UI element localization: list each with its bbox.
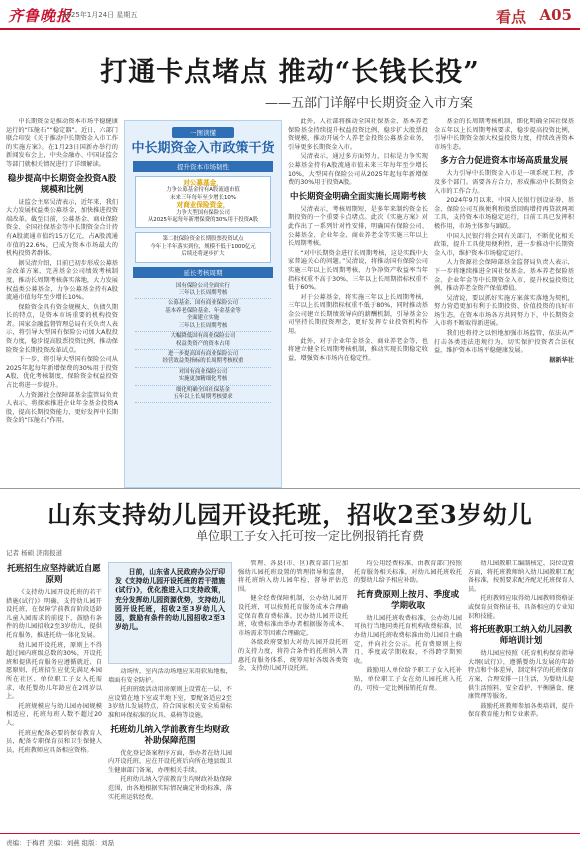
paragraph: 我们也将持之以恒地加强市场监管，依法从严打击各类违法违规行为，切实保护投资者合法权益，维护资本市场平稳健康发展。 xyxy=(434,330,574,355)
story2-subhead: 单位职工子女入托可按一定比例报销托育费 xyxy=(195,529,424,543)
paragraph: 大力引导中长期资金入市是一项系统工程，涉及多个部门。需要各方合力，形成推动中长期资金入市的工作合力。 xyxy=(434,170,574,195)
paragraph: 2024年9月以来，中国人民银行创设证券、基金、保险公司互换便利和股票回购增持再贷款两项工具，支持资本市场稳定运行，目前工具已发挥积极作用，市场主体参与踊跃。 xyxy=(434,197,574,230)
infographic-box xyxy=(135,176,271,228)
story1-column-2 xyxy=(288,118,428,486)
paragraph: 鼓励托班教师参加各类培训，提升保育教育能力和专业素养。 xyxy=(468,702,574,719)
list-item: 细化明确全国社保基金 五年以上长周期考核要求 xyxy=(135,386,271,404)
paragraph: 幼儿园开设托班，原则上不得超过园内班级总数的30%，开设托班和提供托育服务应遵循就近、自愿原则，托班招生应优先满足本园所在社区、单位职工子女入托需求，收托婴幼儿年龄应在2周岁以上。 xyxy=(6,641,102,701)
paragraph: 均公用经费标准，由教育部门按照托育服务相关标准，对幼儿园托班收托的婴幼儿给予相应补助。 xyxy=(354,560,462,585)
list-item: 进一步提高国有商业保险公司 经营效益类指标的长周期考核权重 xyxy=(135,350,271,368)
story2-subheading-2: 托班幼儿纳入学前教育生均财政补助保障范围 xyxy=(110,724,230,746)
infographic-title: 中长期资金入市政策干货 xyxy=(131,141,275,156)
infographic-section-bar: 提升资本市场韧性 xyxy=(133,161,273,172)
story2-subheading-1: 托班招生应坚持就近自愿原则 xyxy=(7,564,101,585)
paragraph: 基金的长周期考核机制，细化明确全国社保基金五年以上长周期考核要求，稳步提高投资比例，引导中长期资金加大权益投资力度，持续改善资本市场生态。 xyxy=(434,118,574,151)
paragraph: 吴清表示，考核周期短，是多年来制约资金长期投资的一个重要卡点堵点。此次《实施方案》对此作出了一系列针对性安排，明确国有保险公司、公募基金、企业年金、商业养老金等实施三年以上长周期考核。 xyxy=(288,205,428,248)
masthead xyxy=(0,0,580,30)
box-heading: 对商业保险资金， xyxy=(176,201,230,210)
paragraph: “对中长期资金进行长周期考核，这是实践中大家普遍关心的问题。”吴清说，将推动国有保险公司实施三年以上长周期考核，力争净资产收益率当年指标权重不高于30%，三年以上长周期指标权重不低于60%。 xyxy=(288,249,428,292)
paragraph: 幼儿园应按照《托育机构保育指导大纲(试行)》，遵循婴幼儿发展的年龄特点和个体差异，制定科学的托班保育方案，合理安排一日生活，为婴幼儿提供生活照料、安全看护、平衡膳食、健康管理等服务。 xyxy=(468,650,574,701)
paragraph: 人力资源社会保障部基金监管局负责人表示，将探索推进企业年金基金投资A股，提高长期投资能力，更好发挥中长期资金的“压舱石”作用。 xyxy=(6,391,118,425)
story1-headline[interactable]: 打通卡点堵点 推动“长钱长投” xyxy=(100,57,480,88)
page-footer xyxy=(0,833,580,851)
paragraph: 证监会主席吴清表示，近年来，我们大力发展权益类公募基金，加快推进投资端改革。截至目前，公募基金、商业保险资金、全国社保基金等中长期资金合计持有A股流通市值约15万亿元，占A股流通市值的22.6%，已成为资本市场最大的机构投资者群体。 xyxy=(6,198,118,258)
story1-subhead: ——五部门详解中长期资金入市方案 xyxy=(265,96,474,111)
paragraph: 管理、各县(市、区)教育部门应加强幼儿园托班设置的管理指导和监督，将托班纳入幼儿园年检、督导评估范围。 xyxy=(238,560,348,593)
infographic-list xyxy=(135,282,271,404)
list-item: 国有保险公司全面实行 三年以上长周期考核 xyxy=(135,282,271,300)
paragraph: 《支持幼儿园开设托班的若干措施(试行)》明确，支持幼儿园开设托班，在保障学前教育阶段适龄儿童入园需求的前提下，鼓励有条件的幼儿园招收2至3岁幼儿，提供托育服务，推进托幼一体化发展。 xyxy=(6,589,102,639)
list-item: 公募基金、国有商业保险公司 基本养老保险基金、年金基金等 全面建立实施 三年以上长周期考核 xyxy=(135,299,271,332)
paragraph: 此外，人社部将推动全国社保基金、基本养老保险基金持续提升权益投资比例，稳步扩大股票投资规模，推动开展个人养老金投资公募基金业务，引导更多长期资金入市。 xyxy=(288,118,428,151)
infographic-section-bar: 延长考核周期 xyxy=(133,267,273,278)
story1-subheading-1: 稳步提高中长期资金投资A股规模和比例 xyxy=(7,173,117,195)
paragraph: 各级政府要加大对幼儿园开设托班的支持力度，将符合条件的托班纳入普惠托育服务体系，统筹用好各级各类资金，支持幼儿园开设托班。 xyxy=(238,639,348,673)
paragraph: 吴清表示，通过多方面努力，目标是力争实现公募基金持有A股流通市值未来三年每年至少增长10%，大型国有保险公司从2025年起每年新增保费的30%用于投资A股。 xyxy=(288,153,428,187)
paragraph: 优化登记备案程序方面，举办者在幼儿园内开设托班，应在开设托班后向所在地县级卫生健康部门备案，办理相关手续。 xyxy=(108,749,232,774)
infographic-box xyxy=(135,232,271,262)
box-line: 未来三年每年至少增长10% xyxy=(170,194,236,201)
story1-column-3 xyxy=(434,118,574,486)
box-heading: 对公募基金， xyxy=(183,179,223,187)
editor-credits: 责编：于梅君 美编：刘燕 组版：刘磊 xyxy=(6,839,115,847)
section-divider xyxy=(0,488,580,489)
paragraph: 托班规模应与幼儿园办园规模相适应，托班每班人数不超过20人。 xyxy=(6,702,102,727)
story1-intro: 中长期资金是推动资本市场平稳健康运行的“压舱石”“稳定器”。近日，六部门联合印发《关于推动中长期资金入市工作的实施方案》。在1月23日国新办举行的新闻发布会上，中央金融办、中国证监会等部门就相关情况进行了详细解读。 xyxy=(6,118,118,168)
lead-text: 日前，山东省人民政府办公厅印发《支持幼儿园开设托班的若干措施(试行)》，优化推进入口支持政策，充分发挥幼儿园资源优势，支持幼儿园开设托班，招收2至3岁幼儿入园，鼓励有条件的幼儿园招收2至3岁幼儿。 xyxy=(115,568,225,632)
box-line: 力争公募基金持有A股流通市值 xyxy=(166,187,240,194)
story1-subheading-2: 中长期资金明确全面实施长周期考核 xyxy=(289,191,426,202)
newspaper-logo: 齐鲁晚报 xyxy=(8,7,73,25)
paragraph: 保险资金具有资金规模大、负债久期长的特点，是资本市场重要的机构投资者。国家金融监督管理总局有关负责人表示，将引导大型国有保险公司加大A股投资力度，稳步提高股票投资比例，推动保险资金长期投资改革试点。 xyxy=(6,303,118,354)
story1-credit: 据新华社 xyxy=(549,356,574,364)
story1-column-1 xyxy=(6,118,118,486)
paragraph: 人力资源社会保障部基金监督局负责人表示，下一步将继续推进全国社保基金、基本养老保险基金、企业年金等中长期资金入市，提升权益投资比例，推动养老金资产保值增值。 xyxy=(434,259,574,293)
paragraph: 鼓励用人单位给予职工子女入托补贴，单位职工子女在幼儿园托班入托的，可按一定比例报销托育费。 xyxy=(354,667,462,692)
story2-column-4 xyxy=(354,560,462,830)
story2-column-1 xyxy=(6,560,102,830)
paragraph: 健全经费保障机制，公办幼儿园开设托班，可以按照托育服务成本合理确定保育教育费标准。民办幼儿园开设托班，收费标准由举办者根据服务成本、市场需求等因素合理确定。 xyxy=(238,595,348,637)
story2-headline[interactable]: 山东支持幼儿园开设托班，招收2至3岁幼儿 xyxy=(47,500,533,529)
box-line: 第二批保险资金长期股票投资试点 xyxy=(162,236,244,243)
paragraph: 此外，对于企业年金基金、商业养老金等，也将建立健全长周期考核机制，推动实现长期稳定收益，增强资本市场内在稳定性。 xyxy=(288,337,428,362)
paragraph: 吴清说，要以抓好实施方案落实落地为契机，努力营造更加有利于长期投资、价值投资的良好市场生态。在资本市场各方共同努力下，中长期资金入市将不断取得新进展。 xyxy=(434,294,574,328)
issue-date: 2025年1月24日 星期五 xyxy=(62,11,138,19)
paragraph: 据吴清介绍，目前已初步形成公募基金改革方案，完善基金公司绩效考核制度，推动长周期考核落实落地，大力发展权益类公募基金，力争公募基金持有A股流通市值每年至少增长10%。 xyxy=(6,259,118,302)
paragraph: 托班教师应取得幼儿园教师资格证或保育员资格证书，具备相应的专业知识和技能。 xyxy=(468,595,574,620)
paragraph: 幼儿园托班收费标准，公办幼儿园可执行当地同类托育机构收费标准，民办幼儿园托班收费标准由幼儿园自主确定，并向社会公示。托育费原则上按月、季度或学期收取，不得跨学期预收。 xyxy=(354,614,462,665)
page-number: A05 xyxy=(539,6,572,24)
paragraph: 动场所，室内活动场地应采用软质地板，墙面有安全防护。 xyxy=(108,668,232,684)
story1-subheading-3: 多方合力促进资本市场高质量发展 xyxy=(440,156,568,167)
story2-column-2 xyxy=(108,668,232,830)
section-name: 看点 xyxy=(495,8,526,26)
story2-subheading-4: 将托班教职工纳入幼儿园教师培训计划 xyxy=(469,625,572,647)
story2-column-3 xyxy=(238,560,348,830)
paragraph: 下一步，将引导大型国有保险公司从2025年起每年新增保费的30%用于投资A股，优化考核制度，保险资金权益投资占比将进一步提升。 xyxy=(6,356,118,390)
paragraph: 幼儿园教职工编制核定、岗位设置方面，将托班教师纳入幼儿园教职工配备标准，按照要求配齐配足托班保育人员。 xyxy=(468,560,574,593)
story2-column-5 xyxy=(468,560,574,830)
list-item: 大幅降低国有商业保险公司 权益类资产的资本占用 xyxy=(135,332,271,350)
box-line: 力争大型国有保险公司 xyxy=(176,209,230,216)
paragraph: 托班班级活动用房原则上设置在一层，不应设置在地下室或半地下室，要配备适应2至3岁幼儿发展特点，符合国家相关安全质量标准和环保标准的玩具、桌椅等设施。 xyxy=(108,686,232,719)
infographic-tag: 一图读懂 xyxy=(172,127,234,138)
list-item: 对国有商业保险公司 实施更加精细化考核 xyxy=(135,368,271,386)
story2-byline: 记者 杨硕 济南报道 xyxy=(6,549,63,557)
paragraph: 托班幼儿纳入学前教育生均财政补助保障范围，由各地根据实际情况确定补助标准，落实托班运转经费。 xyxy=(108,776,232,801)
story2-lead-box xyxy=(108,562,232,664)
story2-subheading-3: 托育费原则上按月、季度或学期收取 xyxy=(356,589,459,611)
policy-infographic xyxy=(124,120,282,488)
box-line: 今年上半年落实到位，规模不低于1000亿元 xyxy=(150,243,256,250)
box-line: 从2025年起每年新增保费的30%用于投资A股 xyxy=(147,217,259,224)
paragraph: 中国人民银行将会同有关部门，不断优化相关政策，提升工具使用便利性，进一步推动中长期资金入市，维护资本市场稳定运行。 xyxy=(434,232,574,257)
paragraph: 托班应配备必要的保育教育人员，配备专职保育员和卫生保健人员，托班教师应具备相应资格。 xyxy=(6,729,102,754)
paragraph: 对于公募基金，将实施三年以上长周期考核，三年以上长周期指标权重不低于80%，同时推动基金公司建立长期绩效导向的薪酬机制，引导基金公司坚持长期投资理念，更好发挥专业投资机构作用。 xyxy=(288,293,428,336)
box-line: 后续还将逐步扩大 xyxy=(181,251,225,258)
